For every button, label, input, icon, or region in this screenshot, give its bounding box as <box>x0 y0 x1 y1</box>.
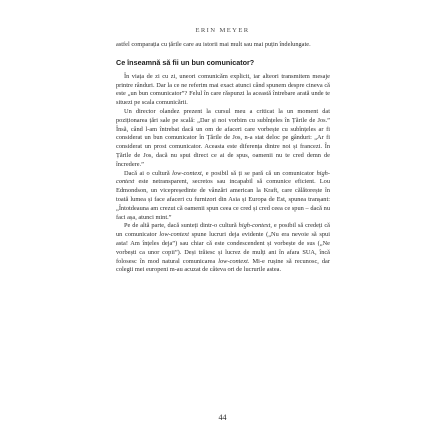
p4-text-d: . Mi-e rușine să recunosc, dar colegii mei europeni m-au acuzat de câteva ori de lucrurile astea. <box>116 257 330 274</box>
intro-paragraph: astfel comparația cu țările care au istorii mai mult sau mai puțin îndelungate. <box>116 41 311 48</box>
section-heading: Ce înseamnă să fii un bun comunicator? <box>116 57 255 67</box>
p4-text-b: , e posibil să credeți că un comunicator <box>116 222 330 239</box>
p3-text-a: Dacă ai o cultură <box>124 169 173 177</box>
p4-italic-term-1: high-context <box>238 222 271 230</box>
paragraph-3 <box>116 170 330 223</box>
paragraph-4 <box>116 222 330 275</box>
p4-italic-term-3: low-context <box>218 257 248 265</box>
p3-italic-term-1: low-context <box>172 169 202 177</box>
page-number: 44 <box>218 413 227 422</box>
p4-text-c: spune lucruri deja evidente („Nu era nevoie să spui asta! Am înțeles deja”) sau chiar că este condescendent și vorbește de sus („Ne vorbești ca unor copii”). Deși trăiesc și lucrez de mulți ani în afara SUA, încă folosesc în mod natural comunicarea <box>116 231 330 265</box>
p3-italic-term-2: high-context <box>116 169 330 186</box>
paragraph-1: În viața de zi cu zi, uneori comunicăm explicit, iar alteori transmitem mesaje printre rânduri. Dar la ce ne referim mai exact atunci când spunem despre cineva că este „un bun comunicator”? Felul în care răspunzi la această întrebare arată unde te situezi pe scala comunicării. <box>116 72 330 107</box>
paragraph-2: Un director olandez prezent la cursul meu a criticat la un moment dat poziționarea țări sale pe scală: „Dar și noi vorbim cu subînțeles în Țările de Jos.” Însă, când l-am întrebat dacă un om de afaceri care vorbește cu subînțeles ar fi considerat un bun comunicator în Țările de Jos, n-a stat deloc pe gânduri: „Ar fi considerat un prost comunicator. Aceasta este diferența dintre noi și francezi. În Țările de Jos, dacă nu spui direct ce ai de spus, oamenii nu te cred demn de încredere.” <box>116 107 330 168</box>
text-block <box>116 41 330 275</box>
p4-italic-term-2: low-context <box>159 231 189 239</box>
p3-text-c: este netransparent, secretos sau incapabil să comunice eficient. Lou Edmondson, un vicepreședinte de vânzări american la Kraft, care călătorește în toată lumea și face afaceri cu furnizori din Asia și Europa de Est, spunea tranșant: „Întotdeauna am crezut că oamenii spun ceea ce cred și cred ceea ce spun – dacă nu faci așa, atunci mint.” <box>116 178 330 221</box>
p3-text-b: , e posibil să ți se pară că un comunicator <box>201 169 317 177</box>
p4-text-a: Pe de altă parte, dacă sunteți dintr-o cultură <box>124 222 239 230</box>
running-head: ERIN MEYER <box>195 27 250 34</box>
